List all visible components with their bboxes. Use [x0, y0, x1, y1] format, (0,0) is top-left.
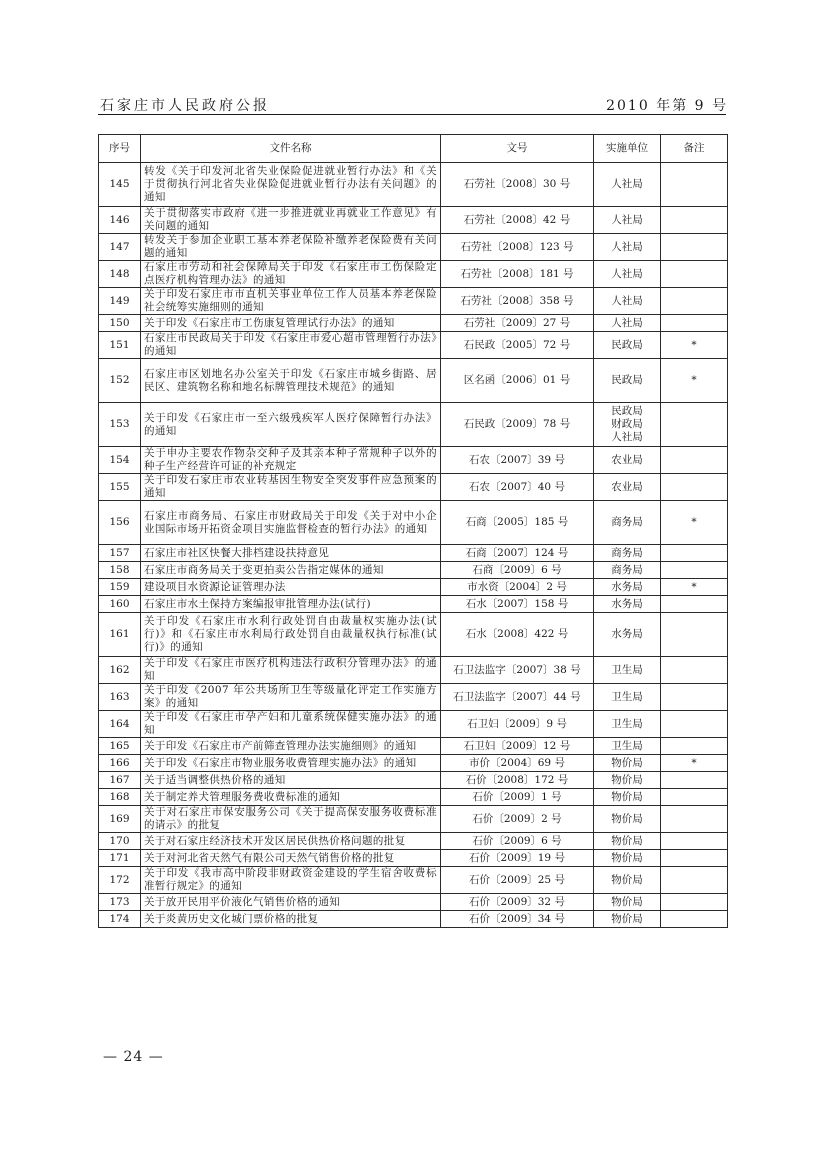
row-note — [661, 833, 728, 850]
row-implementing-unit: 民政局 — [594, 359, 661, 403]
row-note — [661, 894, 728, 911]
table-row — [99, 850, 728, 867]
row-document-number: 石劳社〔2008〕123 号 — [441, 234, 594, 261]
row-number: 168 — [99, 789, 141, 806]
row-document-title: 关于对石家庄市保安服务公司《关于提高保安服务收费标准的请示》的批复 — [141, 806, 441, 833]
row-note: * — [661, 359, 728, 403]
table-row — [99, 545, 728, 562]
table-row — [99, 474, 728, 501]
header-rule — [98, 114, 726, 115]
row-implementing-unit: 水务局 — [594, 613, 661, 657]
row-note: * — [661, 332, 728, 359]
row-number: 150 — [99, 315, 141, 332]
row-note — [661, 315, 728, 332]
row-document-number: 区名函〔2006〕01 号 — [441, 359, 594, 403]
row-number: 151 — [99, 332, 141, 359]
table-row — [99, 332, 728, 359]
row-document-title: 关于印发石家庄市市直机关事业单位工作人员基本养老保险社会统筹实施细则的通知 — [141, 288, 441, 315]
publication-title: 石家庄市人民政府公报 — [100, 98, 270, 114]
row-implementing-unit: 人社局 — [594, 163, 661, 207]
column-header-title: 文件名称 — [141, 135, 441, 163]
row-note: * — [661, 501, 728, 545]
row-implementing-unit: 水务局 — [594, 579, 661, 596]
row-document-number: 石农〔2007〕39 号 — [441, 447, 594, 474]
row-implementing-unit: 物价局 — [594, 755, 661, 772]
row-document-number: 石价〔2009〕32 号 — [441, 894, 594, 911]
table-row — [99, 261, 728, 288]
row-document-number: 石价〔2009〕25 号 — [441, 867, 594, 894]
row-implementing-unit: 物价局 — [594, 789, 661, 806]
row-document-number: 石民政〔2009〕78 号 — [441, 403, 594, 447]
document-table — [98, 134, 728, 928]
row-number: 174 — [99, 911, 141, 928]
row-implementing-unit: 物价局 — [594, 894, 661, 911]
row-document-number: 石农〔2007〕40 号 — [441, 474, 594, 501]
row-note — [661, 288, 728, 315]
row-implementing-unit: 人社局 — [594, 261, 661, 288]
row-number: 171 — [99, 850, 141, 867]
row-number: 166 — [99, 755, 141, 772]
row-document-number: 石卫妇〔2009〕12 号 — [441, 738, 594, 755]
row-note — [661, 403, 728, 447]
row-number: 173 — [99, 894, 141, 911]
table-row — [99, 867, 728, 894]
row-implementing-unit: 民政局 财政局 人社局 — [594, 403, 661, 447]
row-implementing-unit: 商务局 — [594, 562, 661, 579]
column-header-number: 序号 — [99, 135, 141, 163]
row-document-title: 转发关于参加企业职工基本养老保险补缴养老保险费有关问题的通知 — [141, 234, 441, 261]
row-document-title: 关于放开民用平价液化气销售价格的通知 — [141, 894, 441, 911]
row-number: 165 — [99, 738, 141, 755]
row-document-number: 市价〔2004〕69 号 — [441, 755, 594, 772]
row-implementing-unit: 物价局 — [594, 833, 661, 850]
row-note — [661, 447, 728, 474]
row-document-number: 石卫法监字〔2007〕38 号 — [441, 657, 594, 684]
row-implementing-unit: 物价局 — [594, 850, 661, 867]
table-row — [99, 657, 728, 684]
row-note — [661, 738, 728, 755]
row-implementing-unit: 人社局 — [594, 315, 661, 332]
table-row — [99, 359, 728, 403]
row-number: 156 — [99, 501, 141, 545]
row-note — [661, 545, 728, 562]
table-row — [99, 579, 728, 596]
row-document-number: 石价〔2009〕6 号 — [441, 833, 594, 850]
column-header-doc-number: 文号 — [441, 135, 594, 163]
row-note — [661, 806, 728, 833]
row-note — [661, 789, 728, 806]
table-row — [99, 207, 728, 234]
row-document-title: 关于对石家庄经济技术开发区居民供热价格问题的批复 — [141, 833, 441, 850]
row-document-number: 石商〔2005〕185 号 — [441, 501, 594, 545]
row-document-title: 关于印发《石家庄市孕产妇和儿童系统保健实施办法》的通知 — [141, 711, 441, 738]
row-document-title: 关于印发《石家庄市产前筛查管理办法实施细则》的通知 — [141, 738, 441, 755]
row-implementing-unit: 商务局 — [594, 545, 661, 562]
row-implementing-unit: 农业局 — [594, 447, 661, 474]
row-document-number: 石商〔2009〕6 号 — [441, 562, 594, 579]
row-document-number: 石价〔2008〕172 号 — [441, 772, 594, 789]
row-note: * — [661, 579, 728, 596]
table-body — [99, 163, 728, 928]
table-row — [99, 711, 728, 738]
row-document-number: 石民政〔2005〕72 号 — [441, 332, 594, 359]
row-document-title: 石家庄市民政局关于印发《石家庄市爱心超市管理暂行办法》的通知 — [141, 332, 441, 359]
row-document-title: 关于印发《石家庄市医疗机构违法行政积分管理办法》的通知 — [141, 657, 441, 684]
row-note — [661, 562, 728, 579]
row-note — [661, 207, 728, 234]
row-document-title: 石家庄市水土保持方案编报审批管理办法(试行) — [141, 596, 441, 613]
table-row — [99, 772, 728, 789]
row-document-number: 石水〔2007〕158 号 — [441, 596, 594, 613]
table-row — [99, 288, 728, 315]
row-document-title: 关于适当调整供热价格的通知 — [141, 772, 441, 789]
row-note — [661, 261, 728, 288]
row-document-number: 石劳社〔2008〕358 号 — [441, 288, 594, 315]
row-document-number: 石商〔2007〕124 号 — [441, 545, 594, 562]
row-document-number: 石价〔2009〕1 号 — [441, 789, 594, 806]
row-implementing-unit: 卫生局 — [594, 657, 661, 684]
table-row — [99, 315, 728, 332]
row-implementing-unit: 水务局 — [594, 596, 661, 613]
row-implementing-unit: 人社局 — [594, 288, 661, 315]
row-document-number: 石卫法监字〔2007〕44 号 — [441, 684, 594, 711]
row-note — [661, 867, 728, 894]
table-row — [99, 501, 728, 545]
row-document-title: 关于炎黄历史文化城门票价格的批复 — [141, 911, 441, 928]
page-number: — 24 — — [103, 1049, 164, 1065]
row-note: * — [661, 755, 728, 772]
table-row — [99, 163, 728, 207]
row-document-number: 石价〔2009〕2 号 — [441, 806, 594, 833]
row-number: 163 — [99, 684, 141, 711]
row-number: 161 — [99, 613, 141, 657]
row-document-number: 石价〔2009〕19 号 — [441, 850, 594, 867]
row-number: 153 — [99, 403, 141, 447]
row-document-number: 市水资〔2004〕2 号 — [441, 579, 594, 596]
row-document-title: 建设项目水资源论证管理办法 — [141, 579, 441, 596]
row-implementing-unit: 卫生局 — [594, 684, 661, 711]
row-number: 155 — [99, 474, 141, 501]
table-row — [99, 234, 728, 261]
row-implementing-unit: 物价局 — [594, 806, 661, 833]
row-implementing-unit: 商务局 — [594, 501, 661, 545]
row-document-title: 关于制定养犬管理服务费收费标准的通知 — [141, 789, 441, 806]
row-document-number: 石价〔2009〕34 号 — [441, 911, 594, 928]
row-document-title: 关于印发石家庄市农业转基因生物安全突发事件应急预案的通知 — [141, 474, 441, 501]
row-document-number: 石劳社〔2008〕181 号 — [441, 261, 594, 288]
row-implementing-unit: 民政局 — [594, 332, 661, 359]
row-document-title: 石家庄市劳动和社会保障局关于印发《石家庄市工伤保险定点医疗机构管理办法》的通知 — [141, 261, 441, 288]
row-document-number: 石劳社〔2009〕27 号 — [441, 315, 594, 332]
row-number: 164 — [99, 711, 141, 738]
row-number: 172 — [99, 867, 141, 894]
row-number: 154 — [99, 447, 141, 474]
row-implementing-unit: 物价局 — [594, 867, 661, 894]
table-row — [99, 833, 728, 850]
row-number: 170 — [99, 833, 141, 850]
row-note — [661, 684, 728, 711]
row-number: 147 — [99, 234, 141, 261]
row-implementing-unit: 人社局 — [594, 207, 661, 234]
table-row — [99, 894, 728, 911]
table-row — [99, 403, 728, 447]
row-note — [661, 474, 728, 501]
table-row — [99, 562, 728, 579]
row-note — [661, 850, 728, 867]
row-document-title: 转发《关于印发河北省失业保险促进就业暂行办法》和《关于贯彻执行河北省失业保险促进就业暂行办法有关问题》的通知 — [141, 163, 441, 207]
table-row — [99, 806, 728, 833]
row-number: 167 — [99, 772, 141, 789]
row-document-number: 石劳社〔2008〕30 号 — [441, 163, 594, 207]
row-document-title: 关于贯彻落实市政府《进一步推进就业再就业工作意见》有关问题的通知 — [141, 207, 441, 234]
table-row — [99, 911, 728, 928]
table-row — [99, 447, 728, 474]
row-number: 169 — [99, 806, 141, 833]
row-document-title: 关于印发《石家庄市物业服务收费管理实施办法》的通知 — [141, 755, 441, 772]
row-number: 149 — [99, 288, 141, 315]
table-row — [99, 738, 728, 755]
row-document-title: 关于印发《石家庄市工伤康复管理试行办法》的通知 — [141, 315, 441, 332]
row-number: 152 — [99, 359, 141, 403]
row-number: 148 — [99, 261, 141, 288]
row-implementing-unit: 人社局 — [594, 234, 661, 261]
row-implementing-unit: 物价局 — [594, 911, 661, 928]
row-implementing-unit: 卫生局 — [594, 711, 661, 738]
row-number: 158 — [99, 562, 141, 579]
row-document-number: 石劳社〔2008〕42 号 — [441, 207, 594, 234]
row-document-number: 石卫妇〔2009〕9 号 — [441, 711, 594, 738]
column-header-note: 备注 — [661, 135, 728, 163]
row-document-title: 石家庄市商务局关于变更拍卖公告指定媒体的通知 — [141, 562, 441, 579]
row-note — [661, 163, 728, 207]
row-number: 157 — [99, 545, 141, 562]
row-implementing-unit: 物价局 — [594, 772, 661, 789]
row-document-title: 关于印发《石家庄市水利行政处罚自由裁量权实施办法(试行)》和《石家庄市水利局行政处罚自由裁量权执行标准(试行)》的通知 — [141, 613, 441, 657]
row-number: 145 — [99, 163, 141, 207]
row-note — [661, 772, 728, 789]
row-document-title: 石家庄市社区快餐大排档建设扶持意见 — [141, 545, 441, 562]
row-note — [661, 596, 728, 613]
row-implementing-unit: 农业局 — [594, 474, 661, 501]
row-document-title: 关于申办主要农作物杂交种子及其亲本种子常规种子以外的种子生产经营许可证的补充规定 — [141, 447, 441, 474]
table-row — [99, 613, 728, 657]
column-header-unit: 实施单位 — [594, 135, 661, 163]
row-document-title: 关于对河北省天然气有限公司天然气销售价格的批复 — [141, 850, 441, 867]
row-number: 160 — [99, 596, 141, 613]
row-note — [661, 613, 728, 657]
issue-number: 2010 年第 9 号 — [606, 98, 728, 114]
table-row — [99, 755, 728, 772]
row-document-number: 石水〔2008〕422 号 — [441, 613, 594, 657]
row-implementing-unit: 卫生局 — [594, 738, 661, 755]
row-document-title: 石家庄市区划地名办公室关于印发《石家庄市城乡街路、居民区、建筑物名称和地名标牌管理技术规范》的通知 — [141, 359, 441, 403]
table-row — [99, 596, 728, 613]
row-note — [661, 711, 728, 738]
row-number: 146 — [99, 207, 141, 234]
row-document-title: 关于印发《我市高中阶段非财政资金建设的学生宿舍收费标准暂行规定》的通知 — [141, 867, 441, 894]
table-header-row — [99, 135, 728, 163]
row-note — [661, 657, 728, 684]
row-number: 159 — [99, 579, 141, 596]
row-document-title: 关于印发《石家庄市一至六级残疾军人医疗保障暂行办法》的通知 — [141, 403, 441, 447]
row-document-title: 关于印发《2007 年公共场所卫生等级量化评定工作实施方案》的通知 — [141, 684, 441, 711]
row-number: 162 — [99, 657, 141, 684]
row-note — [661, 234, 728, 261]
row-note — [661, 911, 728, 928]
row-document-title: 石家庄市商务局、石家庄市财政局关于印发《关于对中小企业国际市场开拓资金项目实施监督检查的暂行办法》的通知 — [141, 501, 441, 545]
table-row — [99, 684, 728, 711]
table-row — [99, 789, 728, 806]
